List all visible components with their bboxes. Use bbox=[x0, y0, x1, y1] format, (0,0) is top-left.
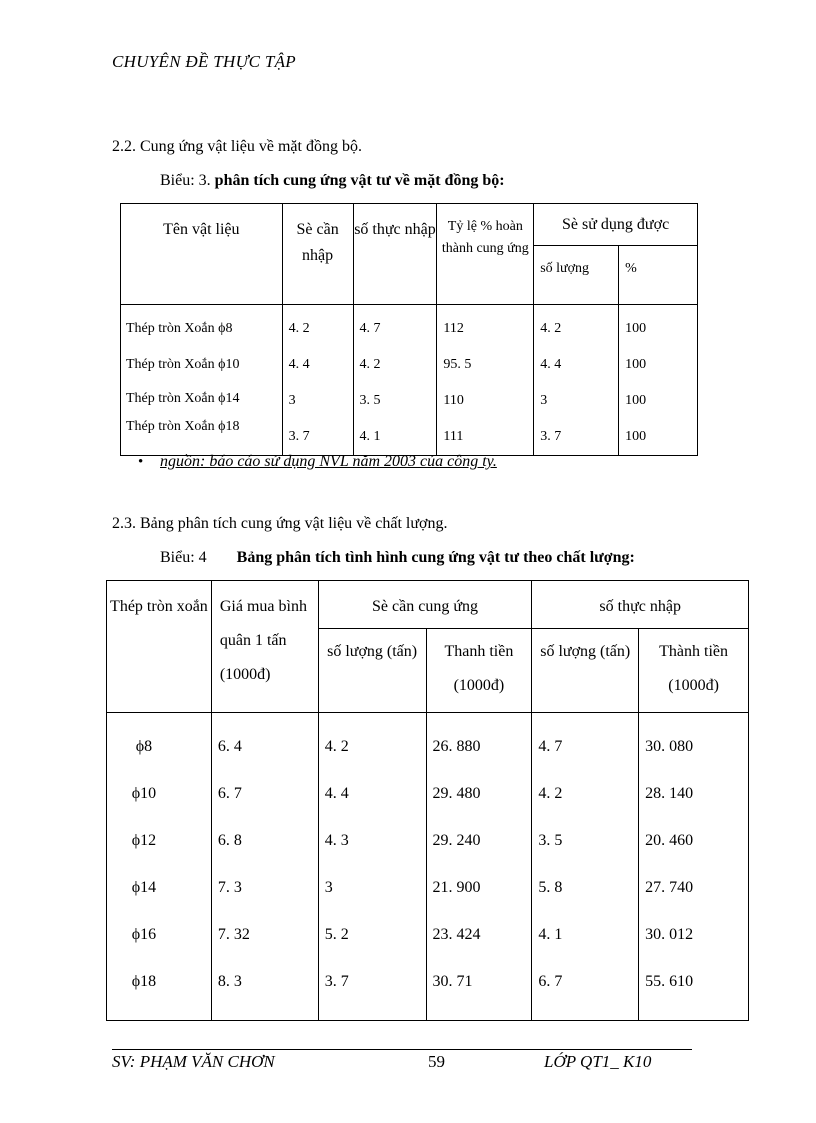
t2-cell: 26. 880 bbox=[432, 738, 481, 755]
t2-cell: 21. 900 bbox=[432, 879, 481, 896]
t2-col-steel bbox=[107, 713, 212, 1021]
table2-caption-prefix: Biểu: 4 bbox=[160, 549, 207, 566]
t1-cell: 100 bbox=[625, 393, 647, 408]
t2-cell: ϕ12 bbox=[131, 832, 157, 849]
t1-cell: 4. 2 bbox=[288, 321, 310, 336]
t2-header-actual: số thực nhập bbox=[532, 581, 749, 629]
t1-subheader-percent: % bbox=[619, 246, 698, 305]
t2-cell: ϕ8 bbox=[135, 738, 153, 755]
t1-col-percent bbox=[619, 305, 698, 456]
t1-cell: 110 bbox=[443, 393, 464, 408]
t1-header-actual: số thực nhập bbox=[353, 204, 437, 305]
t2-cell: 30. 71 bbox=[432, 973, 473, 990]
t1-header-usable: Sè sử dụng được bbox=[534, 204, 698, 246]
t2-cell: 4. 7 bbox=[538, 738, 563, 755]
t1-cell: 100 bbox=[625, 429, 647, 444]
t1-cell: 111 bbox=[443, 429, 464, 444]
t2-cell: 55. 610 bbox=[645, 973, 694, 990]
t2-cell: 6. 7 bbox=[217, 785, 242, 802]
table1-caption-prefix: Biểu: 3. bbox=[160, 172, 211, 189]
t2-cell: 4. 2 bbox=[324, 738, 349, 755]
t1-col-actual bbox=[353, 305, 437, 456]
t2-cell: 4. 1 bbox=[538, 926, 563, 943]
t2-cell: ϕ14 bbox=[131, 879, 157, 896]
t2-cell: 30. 012 bbox=[645, 926, 694, 943]
t1-cell: 4. 1 bbox=[359, 429, 381, 444]
t1-cell: 3. 7 bbox=[288, 429, 310, 444]
t2-col-act-qty bbox=[532, 713, 639, 1021]
t2-cell: 4. 4 bbox=[324, 785, 349, 802]
t1-cell: 100 bbox=[625, 321, 647, 336]
t2-cell: ϕ16 bbox=[131, 926, 157, 943]
t2-subheader-act-amount: Thành tiền (1000đ) bbox=[639, 629, 749, 713]
t2-cell: 6. 8 bbox=[217, 832, 242, 849]
page-header: CHUYÊN ĐỀ THỰC TẬP bbox=[112, 52, 296, 71]
t2-subheader-req-qty: số lượng (tấn) bbox=[318, 629, 426, 713]
t2-cell: 8. 3 bbox=[217, 973, 242, 990]
t2-cell: 5. 8 bbox=[538, 879, 563, 896]
t1-col-quantity bbox=[534, 305, 619, 456]
t2-header-required: Sè cần cung ứng bbox=[318, 581, 532, 629]
t2-subheader-act-qty: số lượng (tấn) bbox=[532, 629, 639, 713]
section-heading-2-2: 2.2. Cung ứng vật liệu về mặt đồng bộ. bbox=[112, 138, 362, 155]
table1-source-note: nguồn: báo cáo sử dụng NVL năm 2003 của công ty. bbox=[160, 453, 497, 470]
t1-cell: 4. 2 bbox=[359, 357, 381, 372]
t2-cell: 3. 7 bbox=[324, 973, 349, 990]
t2-cell: ϕ18 bbox=[131, 973, 157, 990]
t1-cell: 3. 5 bbox=[359, 393, 381, 408]
t1-header-ratio: Tỷ lệ % hoàn thành cung ứng bbox=[437, 204, 534, 305]
t2-col-act-amount bbox=[639, 713, 749, 1021]
supply-quality-table bbox=[106, 580, 749, 1021]
t1-cell: Thép tròn Xoắn ϕ8 bbox=[126, 321, 233, 336]
t1-cell: Thép tròn Xoắn ϕ10 bbox=[126, 357, 240, 372]
t1-cell: 4. 7 bbox=[359, 321, 381, 336]
t1-cell: 3. 7 bbox=[540, 429, 562, 444]
t1-header-required: Sè cần nhập bbox=[282, 204, 353, 305]
t2-header-steel: Thép tròn xoắn bbox=[107, 581, 212, 713]
t1-cell: Thép tròn Xoắn ϕ14 bbox=[126, 391, 240, 406]
t2-cell: 5. 2 bbox=[324, 926, 349, 943]
supply-sync-table bbox=[120, 203, 698, 456]
t1-subheader-quantity: số lượng bbox=[534, 246, 619, 305]
t1-col-material bbox=[121, 305, 283, 456]
t1-cell: Thép tròn Xoắn ϕ18 bbox=[126, 419, 240, 434]
t2-cell: 4. 2 bbox=[538, 785, 563, 802]
t2-col-avg-price bbox=[211, 713, 318, 1021]
t2-cell: 3. 5 bbox=[538, 832, 563, 849]
t2-subheader-req-amount: Thanh tiền (1000đ) bbox=[426, 629, 532, 713]
t2-cell: 27. 740 bbox=[645, 879, 694, 896]
footer-class: LỚP QT1_ K10 bbox=[544, 1052, 652, 1071]
t2-cell: 29. 480 bbox=[432, 785, 481, 802]
t1-col-ratio bbox=[437, 305, 534, 456]
t1-cell: 95. 5 bbox=[443, 357, 472, 372]
t2-cell: 30. 080 bbox=[645, 738, 694, 755]
t1-cell: 3 bbox=[288, 393, 296, 408]
t2-cell: ϕ10 bbox=[131, 785, 157, 802]
t2-cell: 28. 140 bbox=[645, 785, 694, 802]
t2-col-req-qty bbox=[318, 713, 426, 1021]
bullet-icon: • bbox=[138, 454, 144, 470]
t2-cell: 23. 424 bbox=[432, 926, 481, 943]
t2-cell: 6. 7 bbox=[538, 973, 563, 990]
table1-caption bbox=[160, 172, 505, 190]
t2-cell: 20. 460 bbox=[645, 832, 694, 849]
t1-cell: 112 bbox=[443, 321, 464, 336]
t1-cell: 4. 4 bbox=[288, 357, 310, 372]
section-heading-2-3: 2.3. Bảng phân tích cung ứng vật liệu về chất lượng. bbox=[112, 515, 448, 532]
t2-cell: 29. 240 bbox=[432, 832, 481, 849]
t2-cell: 7. 32 bbox=[217, 926, 250, 943]
t2-col-req-amount bbox=[426, 713, 532, 1021]
t1-cell: 100 bbox=[625, 357, 647, 372]
t1-cell: 3 bbox=[540, 393, 548, 408]
t1-cell: 4. 2 bbox=[540, 321, 562, 336]
t1-cell: 4. 4 bbox=[540, 357, 562, 372]
t2-cell: 6. 4 bbox=[217, 738, 242, 755]
footer-divider bbox=[112, 1049, 692, 1050]
t1-col-required bbox=[282, 305, 353, 456]
t2-cell: 4. 3 bbox=[324, 832, 349, 849]
table2-caption-title: Bảng phân tích tình hình cung ứng vật tư theo chất lượng: bbox=[236, 549, 635, 566]
table1-caption-title: phân tích cung ứng vật tư về mặt đồng bộ: bbox=[214, 172, 505, 189]
table2-caption bbox=[160, 549, 635, 567]
t1-header-material: Tên vật liệu bbox=[121, 204, 283, 305]
footer-page-number: 59 bbox=[428, 1052, 445, 1071]
t2-cell: 7. 3 bbox=[217, 879, 242, 896]
footer-student: SV: PHẠM VĂN CHƠN bbox=[112, 1052, 275, 1071]
t2-header-avg-price: Giá mua bình quân 1 tấn (1000đ) bbox=[211, 581, 318, 713]
t2-cell: 3 bbox=[324, 879, 333, 896]
